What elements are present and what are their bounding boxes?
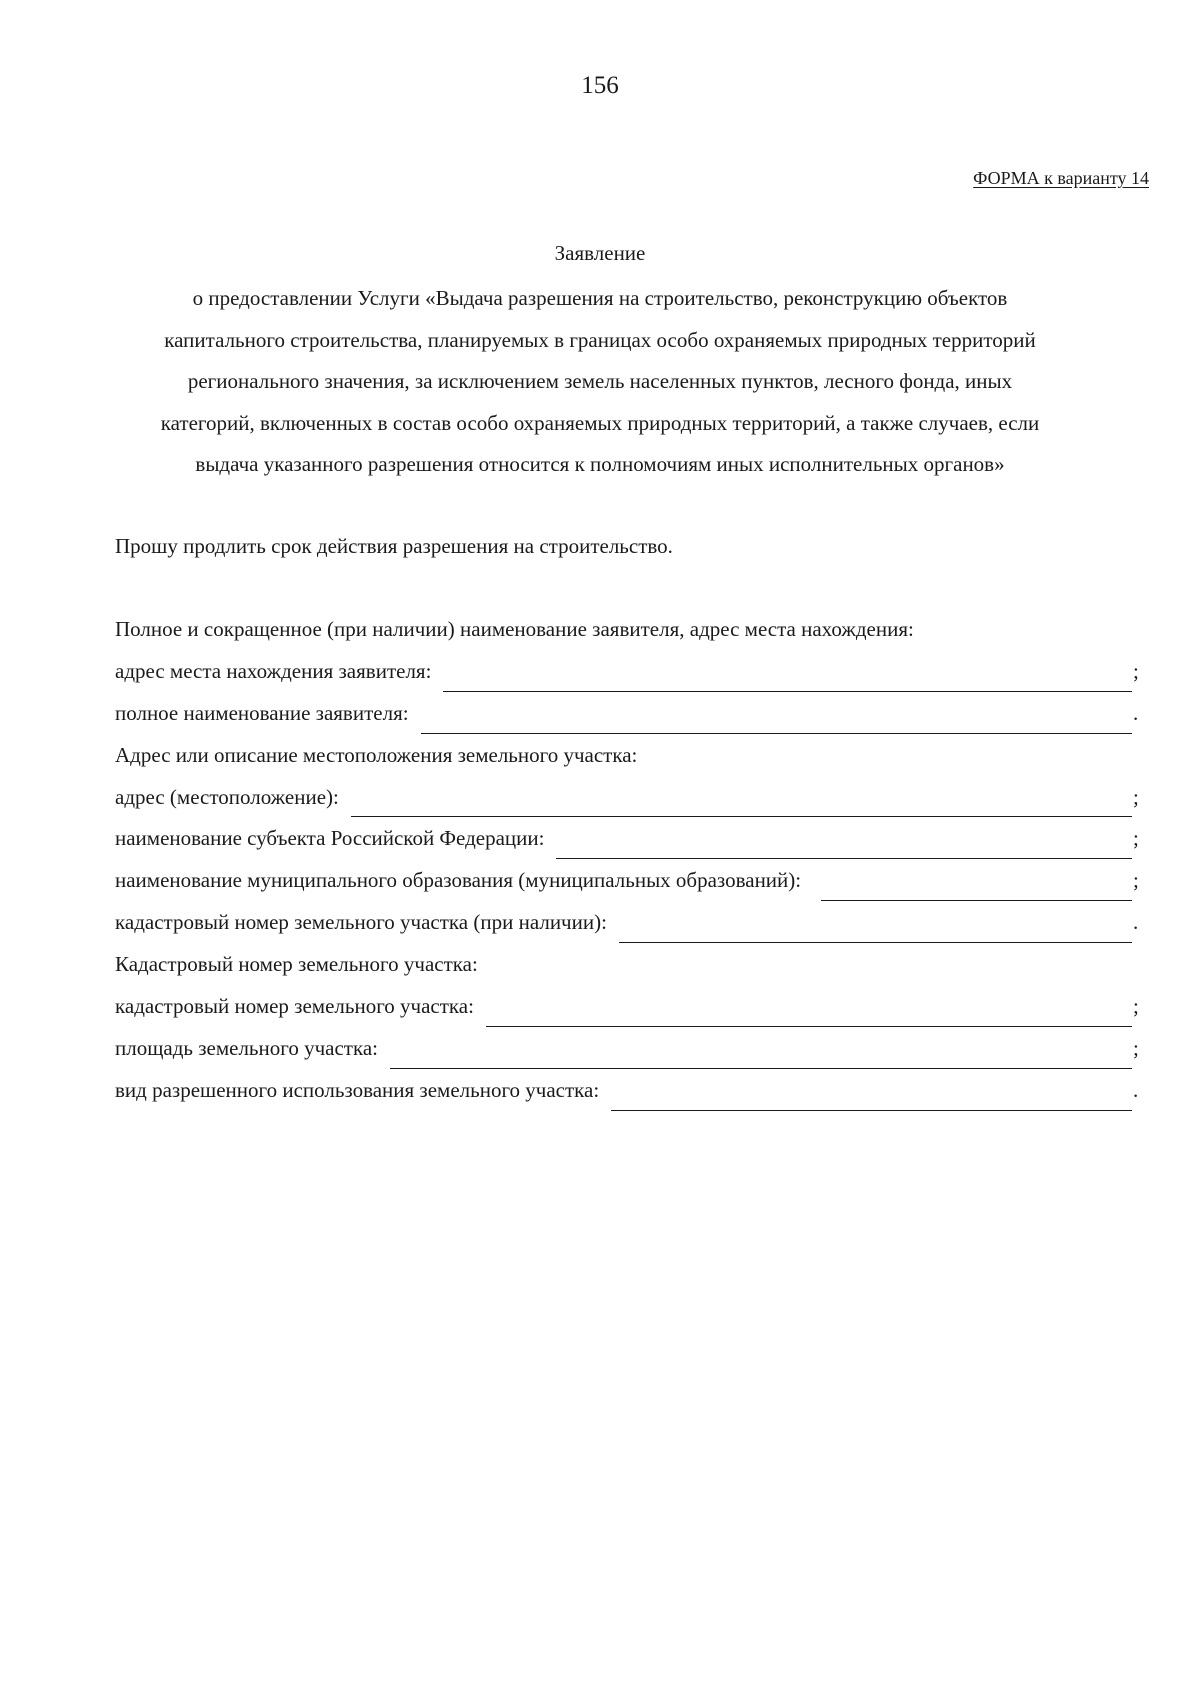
fill-in-line[interactable]	[443, 690, 1132, 692]
field-punctuation: .	[1133, 700, 1139, 725]
field-label: площадь земельного участка:	[115, 1035, 379, 1060]
field-plot-area[interactable]	[115, 1036, 1141, 1078]
fill-in-line[interactable]	[351, 815, 1132, 817]
field-label: адрес (местоположение):	[115, 784, 339, 809]
form-fields	[115, 617, 1141, 1120]
field-punctuation: ;	[1133, 994, 1139, 1019]
field-label: кадастровый номер земельного участка:	[115, 994, 474, 1019]
fill-in-line[interactable]	[556, 857, 1132, 859]
field-label: кадастровый номер земельного участка (при наличии):	[115, 910, 607, 935]
field-plot-location[interactable]	[115, 785, 1141, 827]
fill-in-line[interactable]	[421, 732, 1132, 734]
field-punctuation: ;	[1133, 1035, 1139, 1060]
field-punctuation: ;	[1133, 784, 1139, 809]
field-cadastral-number[interactable]	[115, 994, 1141, 1036]
field-label: Адрес или описание местоположения земельного участка:	[115, 742, 638, 767]
section-heading-cadastral	[115, 952, 1141, 994]
fill-in-line[interactable]	[390, 1067, 1132, 1069]
subtitle-line: регионального значения, за исключением земель населенных пунктов, лесного фонда, иных	[187, 369, 1013, 393]
fill-in-line[interactable]	[486, 1025, 1132, 1027]
field-permitted-use[interactable]	[115, 1078, 1141, 1120]
field-punctuation: .	[1133, 1077, 1139, 1102]
field-label: адрес места нахождения заявителя:	[115, 658, 432, 683]
document-title: Заявление	[554, 241, 646, 265]
form-label: ФОРМА к варианту 14	[973, 168, 1149, 188]
field-punctuation: .	[1133, 910, 1139, 935]
field-label: Кадастровый номер земельного участка:	[115, 952, 478, 977]
fill-in-line[interactable]	[611, 1109, 1132, 1111]
field-municipality[interactable]	[115, 868, 1141, 910]
fill-in-line[interactable]	[619, 941, 1132, 943]
subtitle-line: капитального строительства, планируемых в границах особо охраняемых природных территорий	[164, 327, 1036, 352]
field-punctuation: ;	[1133, 826, 1139, 851]
field-cadastral-number-optional[interactable]	[115, 910, 1141, 952]
section-heading-plot-address	[115, 743, 1141, 785]
subtitle-line: о предоставлении Услуги «Выдача разрешения на строительство, реконструкцию объектов	[192, 286, 1008, 310]
field-applicant-full-name[interactable]	[115, 701, 1141, 743]
request-text: Прошу продлить срок действия разрешения на строительство.	[115, 534, 673, 558]
field-punctuation: ;	[1133, 868, 1139, 893]
field-federal-subject[interactable]	[115, 826, 1141, 868]
field-label: наименование муниципального образования (муниципальных образований):	[115, 868, 802, 893]
field-label: наименование субъекта Российской Федерации:	[115, 826, 545, 851]
section-heading-applicant	[115, 617, 1141, 659]
document-subtitle	[110, 278, 1090, 486]
field-label: вид разрешенного использования земельного участка:	[115, 1077, 600, 1102]
fill-in-line[interactable]	[821, 899, 1132, 901]
page-number: 156	[581, 72, 619, 99]
field-label: полное наименование заявителя:	[115, 700, 409, 725]
subtitle-line: выдача указанного разрешения относится к полномочиям иных исполнительных органов»	[195, 452, 1005, 476]
field-punctuation: ;	[1133, 658, 1139, 683]
field-applicant-address[interactable]	[115, 659, 1141, 701]
field-label: Полное и сокращенное (при наличии) наименование заявителя, адрес места нахождения:	[115, 617, 914, 641]
subtitle-line: категорий, включенных в состав особо охраняемых природных территорий, а также случаев, если	[160, 410, 1040, 435]
